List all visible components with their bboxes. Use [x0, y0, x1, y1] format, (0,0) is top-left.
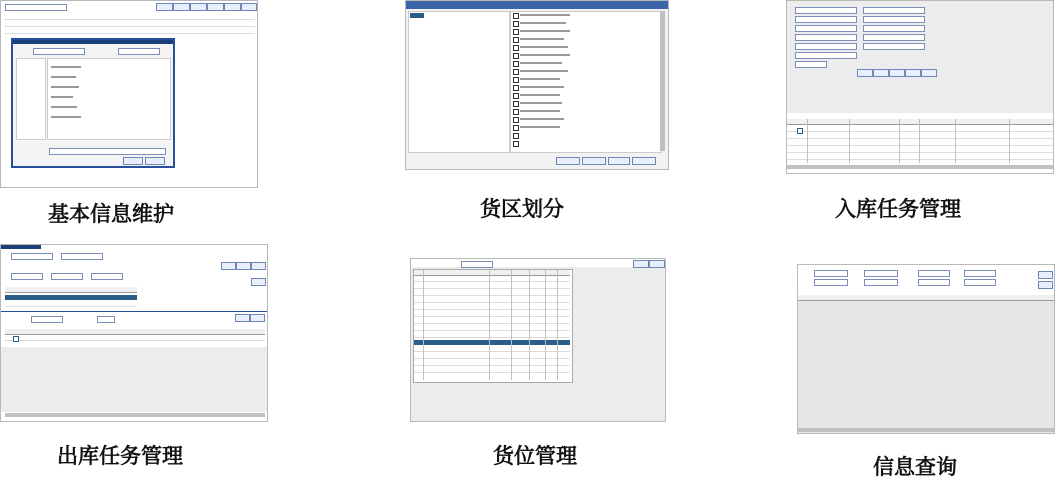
horizontal-scrollbar[interactable] [787, 165, 1053, 169]
table-row[interactable] [787, 141, 1053, 146]
form-field[interactable] [863, 34, 925, 41]
detail-filter-field[interactable] [97, 316, 115, 323]
table-row[interactable] [414, 312, 570, 317]
form-field[interactable] [795, 61, 827, 68]
query-button[interactable] [1038, 271, 1053, 279]
query-field[interactable] [918, 279, 950, 286]
panel-caption: 信息查询 [873, 454, 957, 479]
form-field[interactable] [51, 273, 83, 280]
table-row[interactable] [414, 361, 570, 366]
table-row[interactable] [414, 354, 570, 359]
detail-button-1[interactable] [235, 314, 250, 322]
form-field[interactable] [795, 52, 857, 59]
table-row[interactable] [787, 127, 1053, 132]
dialog-button-4[interactable] [632, 157, 656, 165]
search-input[interactable] [5, 4, 67, 11]
location-checkbox[interactable] [513, 13, 519, 19]
table-row[interactable] [414, 319, 570, 324]
table-row[interactable] [787, 155, 1053, 160]
location-checkbox[interactable] [513, 141, 519, 147]
file-entry[interactable] [51, 66, 81, 68]
row-checkbox[interactable] [13, 336, 19, 342]
table-row[interactable] [414, 284, 570, 289]
location-checkbox[interactable] [513, 77, 519, 83]
toolbar-button-3[interactable] [190, 3, 207, 11]
table-header [414, 270, 570, 276]
file-list[interactable] [47, 58, 171, 140]
toolbar-button-1[interactable] [221, 262, 236, 270]
detail-button-2[interactable] [250, 314, 265, 322]
location-checkbox[interactable] [513, 29, 519, 35]
toolbar-button-2[interactable] [173, 3, 190, 11]
confirm-button[interactable] [251, 278, 266, 286]
form-button-1[interactable] [857, 69, 873, 77]
panel-caption: 入库任务管理 [835, 196, 961, 221]
path-dropdown[interactable] [33, 48, 85, 55]
location-checkbox[interactable] [513, 85, 519, 91]
file-entry[interactable] [51, 116, 81, 118]
info-query-screenshot [797, 264, 1055, 434]
horizontal-scrollbar[interactable] [5, 413, 265, 417]
location-checkbox[interactable] [513, 133, 519, 139]
toolbar-button-6[interactable] [241, 3, 257, 11]
location-checkbox[interactable] [513, 93, 519, 99]
inbound-task-screenshot [786, 0, 1054, 174]
form-field[interactable] [863, 7, 925, 14]
panel-caption: 基本信息维护 [48, 201, 174, 226]
location-checklist[interactable] [510, 11, 662, 153]
query-field[interactable] [918, 270, 950, 277]
table-row[interactable] [414, 347, 570, 352]
table-row[interactable] [414, 326, 570, 331]
table-row[interactable] [414, 305, 570, 310]
location-checkbox[interactable] [513, 21, 519, 27]
vertical-scrollbar[interactable] [660, 11, 665, 151]
form-button-5[interactable] [921, 69, 937, 77]
dialog-button-1[interactable] [556, 157, 580, 165]
table-row[interactable] [414, 291, 570, 296]
filter-field[interactable] [11, 253, 53, 260]
location-checkbox[interactable] [513, 37, 519, 43]
query-field[interactable] [814, 279, 848, 286]
location-checkbox[interactable] [513, 69, 519, 75]
toolbar-button-1[interactable] [156, 3, 173, 11]
query-field[interactable] [864, 279, 898, 286]
form-field[interactable] [11, 273, 43, 280]
table-row[interactable] [5, 336, 265, 341]
selected-location-row[interactable] [414, 340, 570, 345]
table-row[interactable] [5, 22, 255, 27]
panel-caption: 货区划分 [480, 196, 564, 221]
file-open-dialog[interactable] [11, 38, 175, 168]
location-checkbox[interactable] [513, 53, 519, 59]
selected-zone[interactable] [410, 13, 424, 18]
location-checkbox[interactable] [513, 125, 519, 131]
toolbar-button-5[interactable] [224, 3, 241, 11]
form-field[interactable] [795, 16, 857, 23]
form-field[interactable] [91, 273, 123, 280]
form-button-4[interactable] [905, 69, 921, 77]
cancel-button[interactable] [145, 157, 165, 165]
selected-task-row[interactable] [5, 295, 137, 300]
panel-caption: 货位管理 [493, 443, 577, 468]
query-field[interactable] [964, 279, 996, 286]
dialog-button-2[interactable] [582, 157, 606, 165]
detail-filter-field[interactable] [31, 316, 63, 323]
location-checkbox[interactable] [513, 117, 519, 123]
zone-division-screenshot [405, 0, 669, 170]
reset-button[interactable] [1038, 281, 1053, 289]
form-field[interactable] [863, 43, 925, 50]
table-row[interactable] [787, 134, 1053, 139]
query-field[interactable] [814, 270, 848, 277]
location-checkbox[interactable] [513, 109, 519, 115]
window-title-bar[interactable] [406, 1, 668, 9]
filename-input[interactable] [49, 148, 166, 155]
table-row[interactable] [5, 302, 137, 307]
folder-tree[interactable] [16, 58, 46, 140]
form-field[interactable] [863, 25, 925, 32]
location-checkbox[interactable] [513, 45, 519, 51]
table-row[interactable] [414, 298, 570, 303]
file-entry[interactable] [51, 106, 77, 108]
location-checkbox[interactable] [513, 61, 519, 67]
toolbar-button-2[interactable] [649, 260, 665, 268]
dialog-title-bar[interactable] [13, 40, 173, 44]
toolbar-button-3[interactable] [251, 262, 266, 270]
toolbar-button-2[interactable] [236, 262, 251, 270]
dialog-button-3[interactable] [608, 157, 630, 165]
dialog-search-input[interactable] [118, 48, 160, 55]
filter-field[interactable] [61, 253, 103, 260]
toolbar-button-1[interactable] [633, 260, 649, 268]
form-button-3[interactable] [889, 69, 905, 77]
form-field[interactable] [795, 7, 857, 14]
table-row[interactable] [414, 277, 570, 282]
panel-caption: 出库任务管理 [57, 443, 183, 468]
table-header [787, 119, 1053, 125]
outbound-task-screenshot [0, 244, 268, 422]
table-row[interactable] [414, 333, 570, 338]
table-row[interactable] [414, 368, 570, 373]
form-button-2[interactable] [873, 69, 889, 77]
table-row[interactable] [5, 29, 255, 34]
result-table-header [798, 295, 1054, 301]
search-input[interactable] [461, 261, 493, 268]
location-checkbox[interactable] [513, 101, 519, 107]
table-row[interactable] [787, 148, 1053, 153]
table-row[interactable] [5, 15, 255, 20]
basic-info-screenshot [0, 0, 258, 188]
form-field[interactable] [863, 16, 925, 23]
zone-tree[interactable] [408, 11, 510, 153]
detail-table-header [5, 329, 265, 335]
file-entry[interactable] [51, 86, 79, 88]
row-checkbox[interactable] [797, 128, 803, 134]
open-button[interactable] [123, 157, 143, 165]
location-management-screenshot [410, 258, 666, 422]
file-entry[interactable] [51, 96, 73, 98]
task-table-header [5, 287, 137, 293]
horizontal-scrollbar[interactable] [798, 428, 1054, 432]
form-field[interactable] [795, 43, 857, 50]
window-title-bar[interactable] [1, 245, 41, 249]
toolbar-button-4[interactable] [207, 3, 224, 11]
query-field[interactable] [964, 270, 996, 277]
form-field[interactable] [795, 25, 857, 32]
file-entry[interactable] [51, 76, 76, 78]
form-field[interactable] [795, 34, 857, 41]
query-field[interactable] [864, 270, 898, 277]
